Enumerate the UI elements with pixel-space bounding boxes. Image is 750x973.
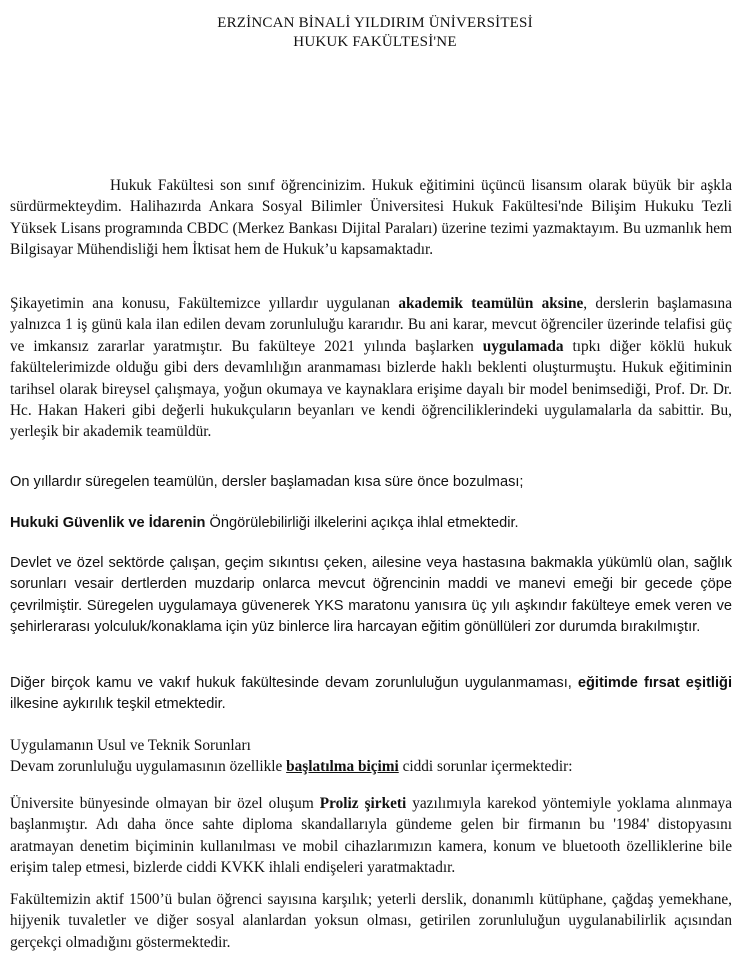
proliz-text-1: Üniversite bünyesinde olmayan bir özel oluşum [10, 795, 320, 812]
equal-opportunity-text-1: Diğer birçok kamu ve vakıf hukuk fakültesinde devam zorunluluğun uygulanmaması, [10, 675, 578, 691]
paragraph-complaint-subject [10, 293, 732, 443]
proliz-text-2: yazılımıyla karekod yöntemiyle yoklama alınmaya başlanmıştır. Adı daha önce sahte diploma skandallarıyla gündeme gelen bir firmanın bu '1984' distopyasını aratmayan denetim biçiminin kullanılması ve mobil cihazlarımızın kamera, konum ve bluetooth özelliklerine bile erişim talep etmesi, bizlerde ciddi KVKK ihlali endişeleri yaratmaktadır. [10, 795, 732, 877]
legal-certainty-text: Öngörülebilirliği ilkelerini açıkça ihlal etmektedir. [205, 515, 519, 531]
document-header [0, 14, 750, 52]
bold-proliz-company: Proliz şirketi [319, 795, 407, 812]
bold-initiation-method: başlatılma biçimi [286, 758, 399, 776]
paragraph-legal-certainty [10, 513, 732, 534]
complaint-text-2: , derslerin başlamasına yalnızca 1 iş günü kala ilan edilen devam zorunluluğu kararıdır. Bu ani karar, mevcut öğrenciler üzerinde telafisi güç ve imkansız zararlar yaratmıştır. Bu fakülteye 2021 yılında başlarken [10, 295, 732, 355]
bold-legal-certainty: Hukuki Güvenlik ve İdarenin [10, 515, 206, 531]
procedural-text-1: Devam zorunluluğu uygulamasının özellikle [10, 758, 287, 776]
paragraph-introduction [10, 175, 732, 261]
paragraph-students-impact: Devlet ve özel sektörde çalışan, geçim sıkıntısı çeken, ailesine veya hastasına bakmakla yükümlü olan, sağlık sorunları vesair dertlerden muzdarip onlarca mevcut öğrencinin maddi ve manevi emeği bir gecede çöpe çevrilmiştir. Süregelen uygulamaya güvenerek YKS maratonu yanısıra üç yılı aşkındır fakülteye emek veren ve şehirlerarası yolculuk/konaklama için yüz binlerce lira harcayan eğitim gönüllüleri zor durumda bırakılmıştır. [10, 555, 732, 636]
complaint-text-1: Şikayetimin ana konusu, Fakültemizce yıllardır uygulanan [10, 295, 399, 312]
bold-equal-opportunity: eğitimde fırsat eşitliği [577, 675, 733, 691]
paragraph-procedural-issues [10, 735, 732, 778]
procedural-issues-heading: Uygulamanın Usul ve Teknik Sorunları [10, 737, 251, 754]
bold-academic-custom: akademik teamülün aksine [398, 295, 584, 312]
bold-in-practice: uygulamada [482, 337, 564, 355]
paragraph-equal-opportunity [10, 673, 732, 716]
procedural-text-2: ciddi sorunlar içermektedir: [398, 758, 573, 776]
procedural-issues-line [10, 756, 732, 777]
paragraph-proliz-company [10, 793, 732, 879]
paragraph-facilities: Fakültemizin aktif 1500’ü bulan öğrenci sayısına karşılık; yeterli derslik, donanımlı kütüphane, çağdaş yemekhane, hijyenik tuvaletler ve diğer sosyal alanlardan yoksun olması, getirilen zorunluluğun uygulanabilirlik açısından gerçekçi olmadığını göstermektedir. [10, 891, 732, 951]
university-name: ERZİNCAN BİNALİ YILDIRIM ÜNİVERSİTESİ [217, 15, 533, 31]
faculty-name: HUKUK FAKÜLTESİ'NE [293, 34, 457, 50]
equal-opportunity-text-2: ilkesine aykırılık teşkil etmektedir. [10, 696, 226, 713]
introduction-text: Hukuk Fakültesi son sınıf öğrencinizim. Hukuk eğitimini üçüncü lisansım olarak büyük bir aşkla sürdürmekteydim. Halihazırda Ankara Sosyal Bilimler Üniversitesi Hukuk Fakültesi'nde Bilişim Hukuku Tezli Yüksek Lisans programında CBDC (Merkez Bankası Dijital Paraları) üzerine tezimi yazmaktayım. Bu uzmanlık hem Bilgisayar Mühendisliği hem İktisat hem de Hukuk’u kapsamaktadır. [10, 177, 732, 259]
paragraph-custom-broken: On yıllardır süregelen teamülün, dersler başlamadan kısa süre önce bozulması; [10, 474, 524, 490]
complaint-text-3: tıpkı diğer köklü hukuk fakültelerimizde olduğu gibi ders devamlılığın aranmaması bizlerde haklı beklenti oluşturmuştu. Hukuk eğitiminin tarihsel olarak bireysel çalışmaya, yoğun okumaya ve kaynaklara erişime dayalı bir model benimsediği, Prof. Dr. Dr. Hc. Hakan Hakeri gibi değerli hukukçuların beyanları ve kendi öğrenciliklerindeki uygulamalarla da sabittir. Bu, yerleşik bir akademik teamüldür. [10, 337, 732, 441]
